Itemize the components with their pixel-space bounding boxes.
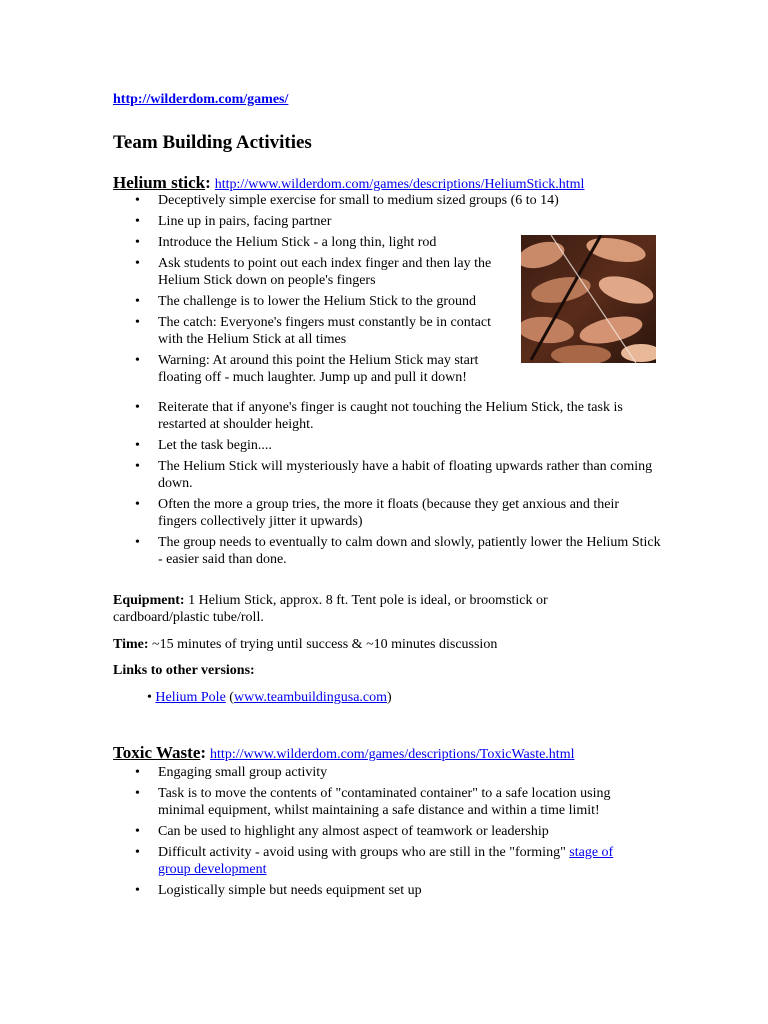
helium-stick-heading: Helium stick: http://www.wilderdom.com/games/descriptions/HeliumStick.html xyxy=(113,173,585,192)
other-versions-item: • Helium Pole (www.teambuildingusa.com) xyxy=(147,690,392,705)
list-item: • Warning: At around this point the Helium Stick may start floating off - much laughter. Jump up and pull it down! xyxy=(113,352,515,386)
stage-of-group-development-link[interactable]: stage of group development xyxy=(158,845,614,877)
list-item: • Difficult activity - avoid using with groups who are still in the "forming" stage of group development xyxy=(113,844,645,878)
list-item: • Ask students to point out each index finger and then lay the Helium Stick down on people's fingers xyxy=(113,255,515,289)
list-item: • Let the task begin.... xyxy=(113,437,661,454)
list-item: • Reiterate that if anyone's finger is caught not touching the Helium Stick, the task is restarted at shoulder height. xyxy=(113,399,661,433)
time-paragraph: Time: ~15 minutes of trying until success & ~10 minutes discussion xyxy=(113,637,498,652)
list-item: • Deceptively simple exercise for small to medium sized groups (6 to 14) xyxy=(113,192,718,209)
list-item: • The group needs to eventually to calm down and slowly, patiently lower the Helium Stick - easier said than done. xyxy=(113,534,661,568)
helium-stick-list-bottom xyxy=(113,399,661,572)
bullet-icon: • xyxy=(147,690,152,705)
equipment-paragraph: Equipment: 1 Helium Stick, approx. 8 ft. Tent pole is ideal, or broomstick or cardboard/plastic tube/roll. xyxy=(113,593,548,625)
helium-stick-url-link[interactable]: http://www.wilderdom.com/games/descriptions/HeliumStick.html xyxy=(214,177,585,192)
list-item: • Can be used to highlight any almost aspect of teamwork or leadership xyxy=(113,823,645,840)
helium-stick-title: Helium stick xyxy=(113,173,206,192)
helium-pole-link[interactable]: Helium Pole xyxy=(155,690,226,705)
list-item: • Often the more a group tries, the more it floats (because they get anxious and their fingers collectively jitter it upwards) xyxy=(113,496,661,530)
equipment-label: Equipment: xyxy=(113,593,185,608)
list-item: • The challenge is to lower the Helium Stick to the ground xyxy=(113,293,515,310)
teambuildingusa-link[interactable]: www.teambuildingusa.com xyxy=(233,690,388,705)
list-item: • Introduce the Helium Stick - a long thin, light rod xyxy=(113,234,515,251)
wilderdom-games-link[interactable]: http://wilderdom.com/games/ xyxy=(113,92,289,107)
page-title: Team Building Activities xyxy=(113,132,312,153)
list-item: • Task is to move the contents of "contaminated container" to a safe location using minimal equipment, whilst maintaining a safe distance and within a time limit! xyxy=(113,785,645,819)
toxic-waste-title: Toxic Waste xyxy=(113,743,201,762)
toxic-waste-url-link[interactable]: http://www.wilderdom.com/games/descriptions/ToxicWaste.html xyxy=(210,747,575,762)
list-item: • The Helium Stick will mysteriously have a habit of floating upwards rather than coming down. xyxy=(113,458,661,492)
list-item: • Logistically simple but needs equipment set up xyxy=(113,882,645,899)
time-label: Time: xyxy=(113,637,149,652)
helium-stick-list-top xyxy=(113,192,559,390)
links-to-other-versions-heading: Links to other versions: xyxy=(113,663,255,678)
list-item: • Line up in pairs, facing partner xyxy=(113,213,515,230)
list-item: • The catch: Everyone's fingers must constantly be in contact with the Helium Stick at all times xyxy=(113,314,515,348)
toxic-waste-heading: Toxic Waste: http://www.wilderdom.com/games/descriptions/ToxicWaste.html xyxy=(113,743,575,762)
toxic-waste-list xyxy=(113,764,645,903)
list-item: • Engaging small group activity xyxy=(113,764,645,781)
helium-stick-photo xyxy=(521,235,656,363)
